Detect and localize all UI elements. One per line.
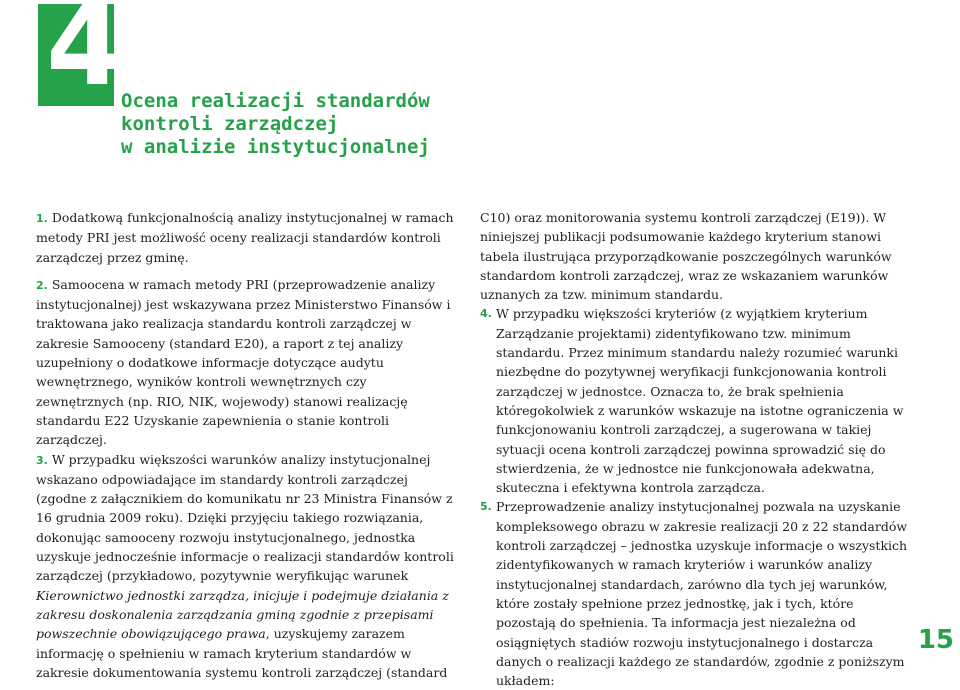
list-item-5 [480, 497, 910, 690]
item-text: Dodatkową funkcjonalnością analizy instytucjonalnej w ramach metody PRI jest możliwość oceny realizacji standardów kontroli zarządczej przez gminę. [36, 210, 454, 265]
item-text: W przypadku większości kryteriów (z wyjątkiem kryterium Zarządzanie projektami) zidentyfikowano tzw. minimum standardu. Przez minimum standardu należy rozumieć warunki niezbędne do pozytywnej weryfikacji funkcjonowania kontroli zarządczej w jednostce. Oznacza to, że brak spełnienia któregokolwiek z warunków wskazuje na istotne ograniczenia w funkcjonowaniu kontroli zarządczej, a sugerowana w takiej sytuacji ocena kontroli zarządczej powinna sprowadzić się do stwierdzenia, że w jednostce nie funkcjonowała adekwatna, skuteczna i efektywna kontrola zarządcza. [496, 306, 904, 496]
item-text: Przeprowadzenie analizy instytucjonalnej pozwala na uzyskanie kompleksowego obrazu w zakresie realizacji 20 z 22 standardów kontroli zarządczej – jednostka uzyskuje informacje o wszystkich zidentyfikowanych w ramach kryteriów i warunków analizy instytucjonalnej standardach, zarówno dla tych jej warunków, które zostały spełnione przez jednostkę, jak i tych, które pozostają do spełnienia. Ta informacja jest niezależna od osiągniętych stadiów rozwoju instytucjonalnego i dostarcza danych o realizacji każdego ze standardów, zgodnie z poniższym układem: [496, 499, 908, 689]
list-item-4 [480, 304, 910, 497]
list-item-1 [36, 208, 456, 267]
item-number: 3. [36, 453, 48, 467]
item-number: 1. [36, 212, 48, 225]
item-text: , uzyskujemy zarazem informację o spełnieniu w ramach kryterium standardów w zakresie dokumentowania systemu kontroli zarządczej (standard [36, 626, 448, 680]
right-column [480, 208, 910, 690]
item-number: 4. [480, 307, 492, 321]
chapter-title-line: kontroli zarządczej [121, 113, 339, 135]
chapter-number: 4 [46, 0, 120, 111]
list-item-3 [36, 450, 456, 683]
page-number: 15 [917, 625, 954, 655]
left-column [36, 208, 456, 682]
item-italic-text: Kierownictwo jednostki zarządza, inicjuje i podejmuje działania z zakresu doskonalenia zarządzania gminą zgodnie z przepisami powszechnie obowiązującego prawa [36, 587, 449, 642]
item-number: 5. [480, 500, 492, 514]
chapter-title-line: w analizie instytucjonalnej [121, 136, 430, 158]
list-item-2 [36, 275, 456, 450]
item-text: Samoocena w ramach metody PRI (przeprowadzenie analizy instytucjonalnej) jest wskazywana przez Ministerstwo Finansów i traktowana jako realizacja standardu kontroli zarządczej w zakresie Samooceny (standard E20), a raport z tej analizy uzupełniony o dodatkowe informacje dotyczące audytu wewnętrznego, wyników kontroli wewnętrznych czy zewnętrznych (np. RIO, NIK, wojewody) stanowi realizację standardu E22 Uzyskanie zapewnienia o stanie kontroli zarządczej. [36, 276, 451, 448]
chapter-title [121, 90, 430, 159]
item-number: 2. [36, 278, 48, 292]
chapter-title-line: Ocena realizacji standardów [121, 90, 430, 112]
item-3-continuation: C10) oraz monitorowania systemu kontroli zarządczej (E19)). W niniejszej publikacji podsumowanie każdego kryterium stanowi tabela ilustrująca przyporządkowanie poszczególnych warunków standardom kontroli zarządczej, wraz ze wskazaniem warunków uznanych za tzw. minimum standardu. [480, 210, 892, 303]
item-text: W przypadku większości warunków analizy instytucjonalnej wskazano odpowiadające im standardy kontroli zarządczej (zgodne z załącznikiem do komunikatu nr 23 Ministra Finansów z 16 grudnia 2009 roku). Dzięki przyjęciu takiego rozwiązania, dokonując samooceny rozwoju instytucjonalnego, jednostka uzyskuje jednocześnie informacje o realizacji standardów kontroli zarządczej (przykładowo, pozytywnie weryfikując warunek [36, 451, 454, 584]
